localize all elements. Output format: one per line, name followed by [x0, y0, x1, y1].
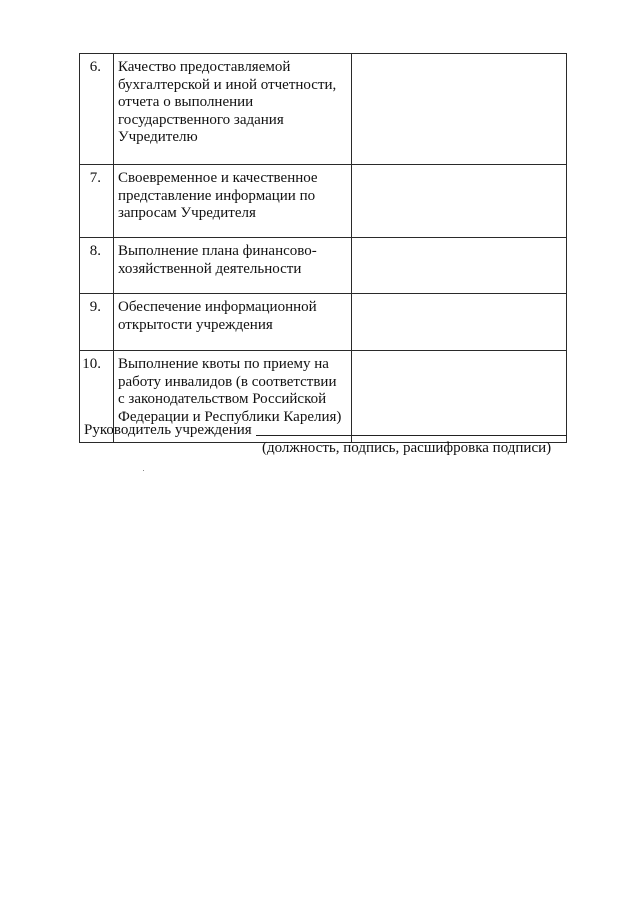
criterion-text: Качество предоставляемой бухгалтерской и иной отчетности, отчета о выполнении государственного задания Учредителю: [114, 54, 352, 165]
criterion-text: Выполнение плана финансово-хозяйственной деятельности: [114, 238, 352, 294]
criterion-text: Выполнение квоты по приему на работу инвалидов (в соответствии с законодательством Российской Федерации и Республики Карелия): [114, 351, 352, 443]
criterion-value-cell: [352, 165, 567, 238]
table-row: [80, 54, 567, 165]
scan-speck: [143, 470, 144, 471]
signature-caption: (должность, подпись, расшифровка подписи): [262, 440, 552, 456]
criterion-value-cell: [352, 294, 567, 351]
table-row: [80, 238, 567, 294]
row-number: 8.: [80, 238, 114, 294]
criterion-value-cell: [352, 351, 567, 443]
signature-label: Руководитель учреждения: [84, 422, 252, 438]
table-row: [80, 294, 567, 351]
criterion-value-cell: [352, 238, 567, 294]
table-row: [80, 165, 567, 238]
criterion-text: Обеспечение информационной открытости учреждения: [114, 294, 352, 351]
signature-line: [256, 434, 567, 436]
row-number: 7.: [80, 165, 114, 238]
row-number: 10.: [80, 351, 114, 443]
row-number: 9.: [80, 294, 114, 351]
row-number: 6.: [80, 54, 114, 165]
criterion-value-cell: [352, 54, 567, 165]
criteria-table: [79, 53, 567, 443]
criterion-text: Своевременное и качественное представление информации по запросам Учредителя: [114, 165, 352, 238]
